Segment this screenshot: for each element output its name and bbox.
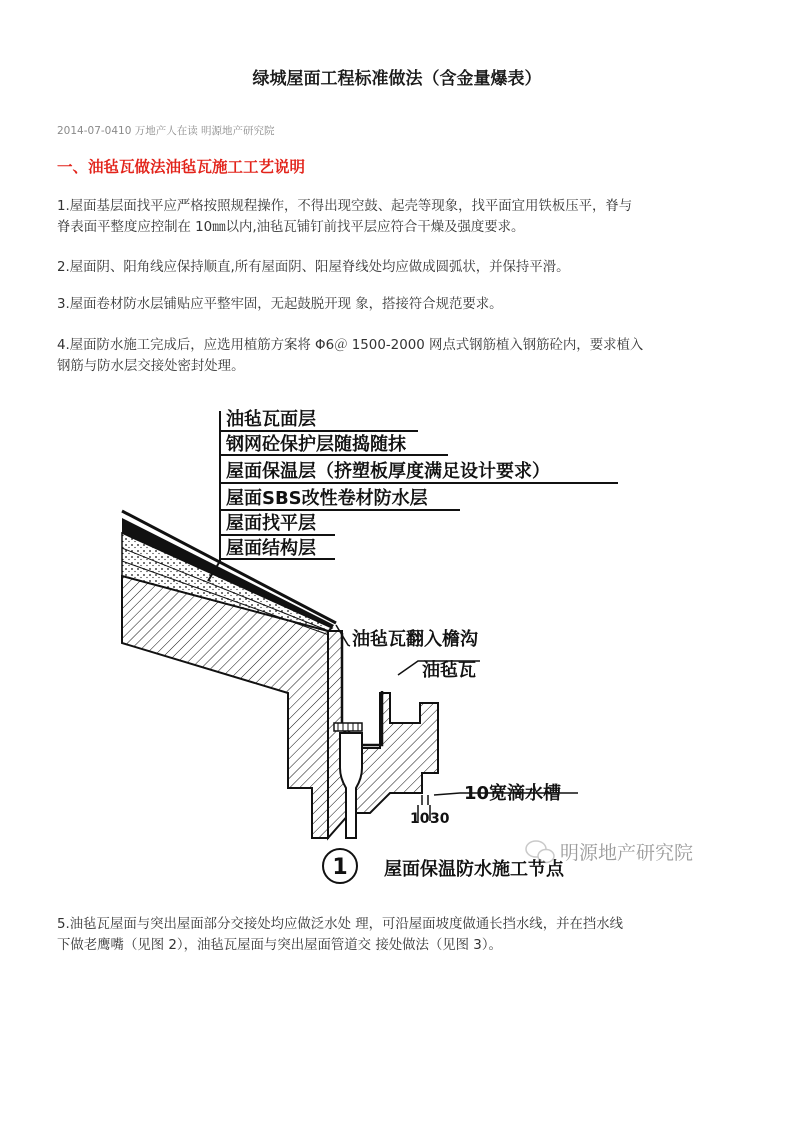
paragraph-line: 5.油毡瓦屋面与突出屋面部分交接处均应做泛水处 理，可沿屋面坡度做通长挡水线，并在挡水线 (57, 917, 624, 932)
construction-detail-figure (100, 393, 700, 900)
callout-drip-groove: 10宽滴水槽 (464, 783, 562, 804)
layer-label: 屋面结构层 (226, 538, 316, 559)
section-heading: 一、油毡瓦做法油毡瓦施工工艺说明 (57, 158, 306, 176)
paragraph-line: 脊表面平整度应控制在 10㎜以内,油毡瓦铺钉前找平层应符合干燥及强度要求。 (57, 220, 525, 235)
callout-gutter: 油毡瓦翻入檐沟 (352, 629, 478, 650)
layer-label: 屋面保温层（挤塑板厚度满足设计要求） (226, 461, 550, 482)
paragraph-5 (57, 914, 747, 956)
watermark-text: 明源地产研究院 (560, 842, 694, 864)
layer-label: 油毡瓦面层 (226, 409, 316, 430)
layer-label: 钢网砼保护层随捣随抹 (226, 434, 406, 455)
detail-number: 1 (332, 855, 348, 880)
article-meta: 2014-07-0410 万地产人在读 明源地产研究院 (57, 125, 275, 137)
paragraph-line: 2.屋面阴、阳角线应保持顺直,所有屋面阴、阳屋脊线处均应做成圆弧状，并保持平滑。 (57, 260, 570, 275)
paragraph-line: 下做老鹰嘴（见图 2），油毡瓦屋面与突出屋面管道交 接处做法（见图 3）。 (57, 938, 502, 953)
paragraph-line: 1.屋面基层面找平应严格按照规程操作，不得出现空鼓、起壳等现象，找平面宜用铁板压平，脊与 (57, 199, 633, 214)
callout-tile: 油毡瓦 (422, 660, 476, 681)
dimension-10: 10 (410, 811, 430, 827)
paragraph-3 (57, 294, 747, 315)
paragraph-line: 4.屋面防水施工完成后，应选用植筋方案将 Φ6＠ 1500-2000 网点式钢筋植入钢筋砼内，要求植入 (57, 338, 644, 353)
paragraph-1 (57, 196, 747, 238)
layer-label: 屋面SBS改性卷材防水层 (226, 488, 428, 509)
paragraph-2 (57, 257, 747, 278)
dimension-30: 30 (430, 811, 450, 827)
paragraph-4 (57, 335, 747, 377)
roof-slab-section (122, 511, 336, 838)
layer-label: 屋面找平层 (226, 513, 316, 534)
paragraph-line: 钢筋与防水层交接处密封处理。 (57, 359, 245, 374)
paragraph-line: 3.屋面卷材防水层铺贴应平整牢固，无起鼓脱开现 象，搭接符合规范要求。 (57, 297, 503, 312)
figure-caption: 屋面保温防水施工节点 (384, 859, 564, 880)
page-title: 绿城屋面工程标准做法（含金量爆表） (252, 69, 542, 89)
